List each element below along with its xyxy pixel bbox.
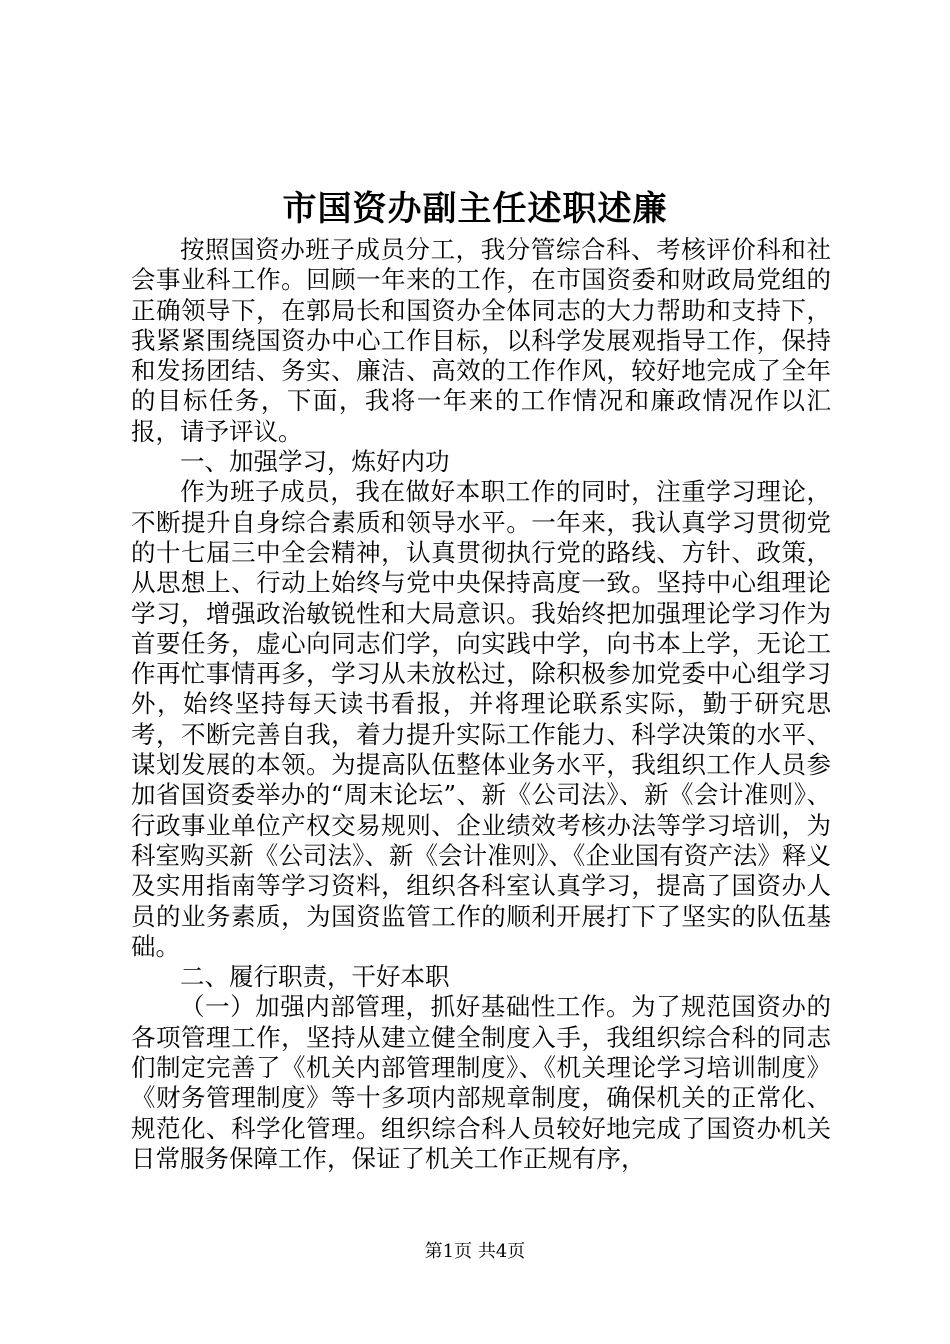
section-heading-2: 二、履行职责，干好本职 [180,962,450,992]
page-number-footer: 第1页 共4页 [424,1241,526,1262]
paragraph-study: 作为班子成员，我在做好本职工作的同时，注重学习理论，不断提升自身综合素质和领导水平。一年来，我认真学习贯彻党的十七届三中全会精神，认真贯彻执行党的路线、方针、政策，从思想上、行动上始终与党中央保持高度一致。坚持中心组理论学习，增强政治敏锐性和大局意识。我始终把加强理论学习作为首要任务，虚心向同志们学，向实践中学，向书本上学，无论工作再忙事情再多，学习从未放松过，除积极参加党委中心组学习外，始终坚持每天读书看报，并将理论联系实际，勤于研究思考，不断完善自我，着力提升实际工作能力、科学决策的水平、谋划发展的本领。为提高队伍整体业务水平，我组织工作人员参加省国资委举办的“周末论坛”、新《公司法》、新《会计准则》、行政事业单位产权交易规则、企业绩效考核办法等学习培训，为科室购买新《公司法》、新《会计准则》、《企业国有资产法》释义及实用指南等学习资料，组织各科室认真学习，提高了国资办人员的业务素质，为国资监管工作的顺利开展打下了坚实的队伍基础。 [131,477,831,961]
document-title: 市国资办副主任述职述廉 [282,189,668,229]
paragraph-management: （一）加强内部管理，抓好基础性工作。为了规范国资办的各项管理工作，坚持从建立健全制度入手，我组织综合科的同志们制定完善了《机关内部管理制度》、《机关理论学习培训制度》《财务管理制度》等十多项内部规章制度，确保机关的正常化、规范化、科学化管理。组织综合科人员较好地完成了国资办机关日常服务保障工作，保证了机关工作正规有序， [131,992,831,1173]
document-body [131,235,831,1174]
paragraph-intro: 按照国资办班子成员分工，我分管综合科、考核评价科和社会事业科工作。回顾一年来的工作，在市国资委和财政局党组的正确领导下，在郭局长和国资办全体同志的大力帮助和支持下，我紧紧围绕国资办中心工作目标，以科学发展观指导工作，保持和发扬团结、务实、廉洁、高效的工作作风，较好地完成了全年的目标任务，下面，我将一年来的工作情况和廉政情况作以汇报，请予评议。 [131,235,831,446]
section-heading-1: 一、加强学习，炼好内功 [180,447,450,477]
